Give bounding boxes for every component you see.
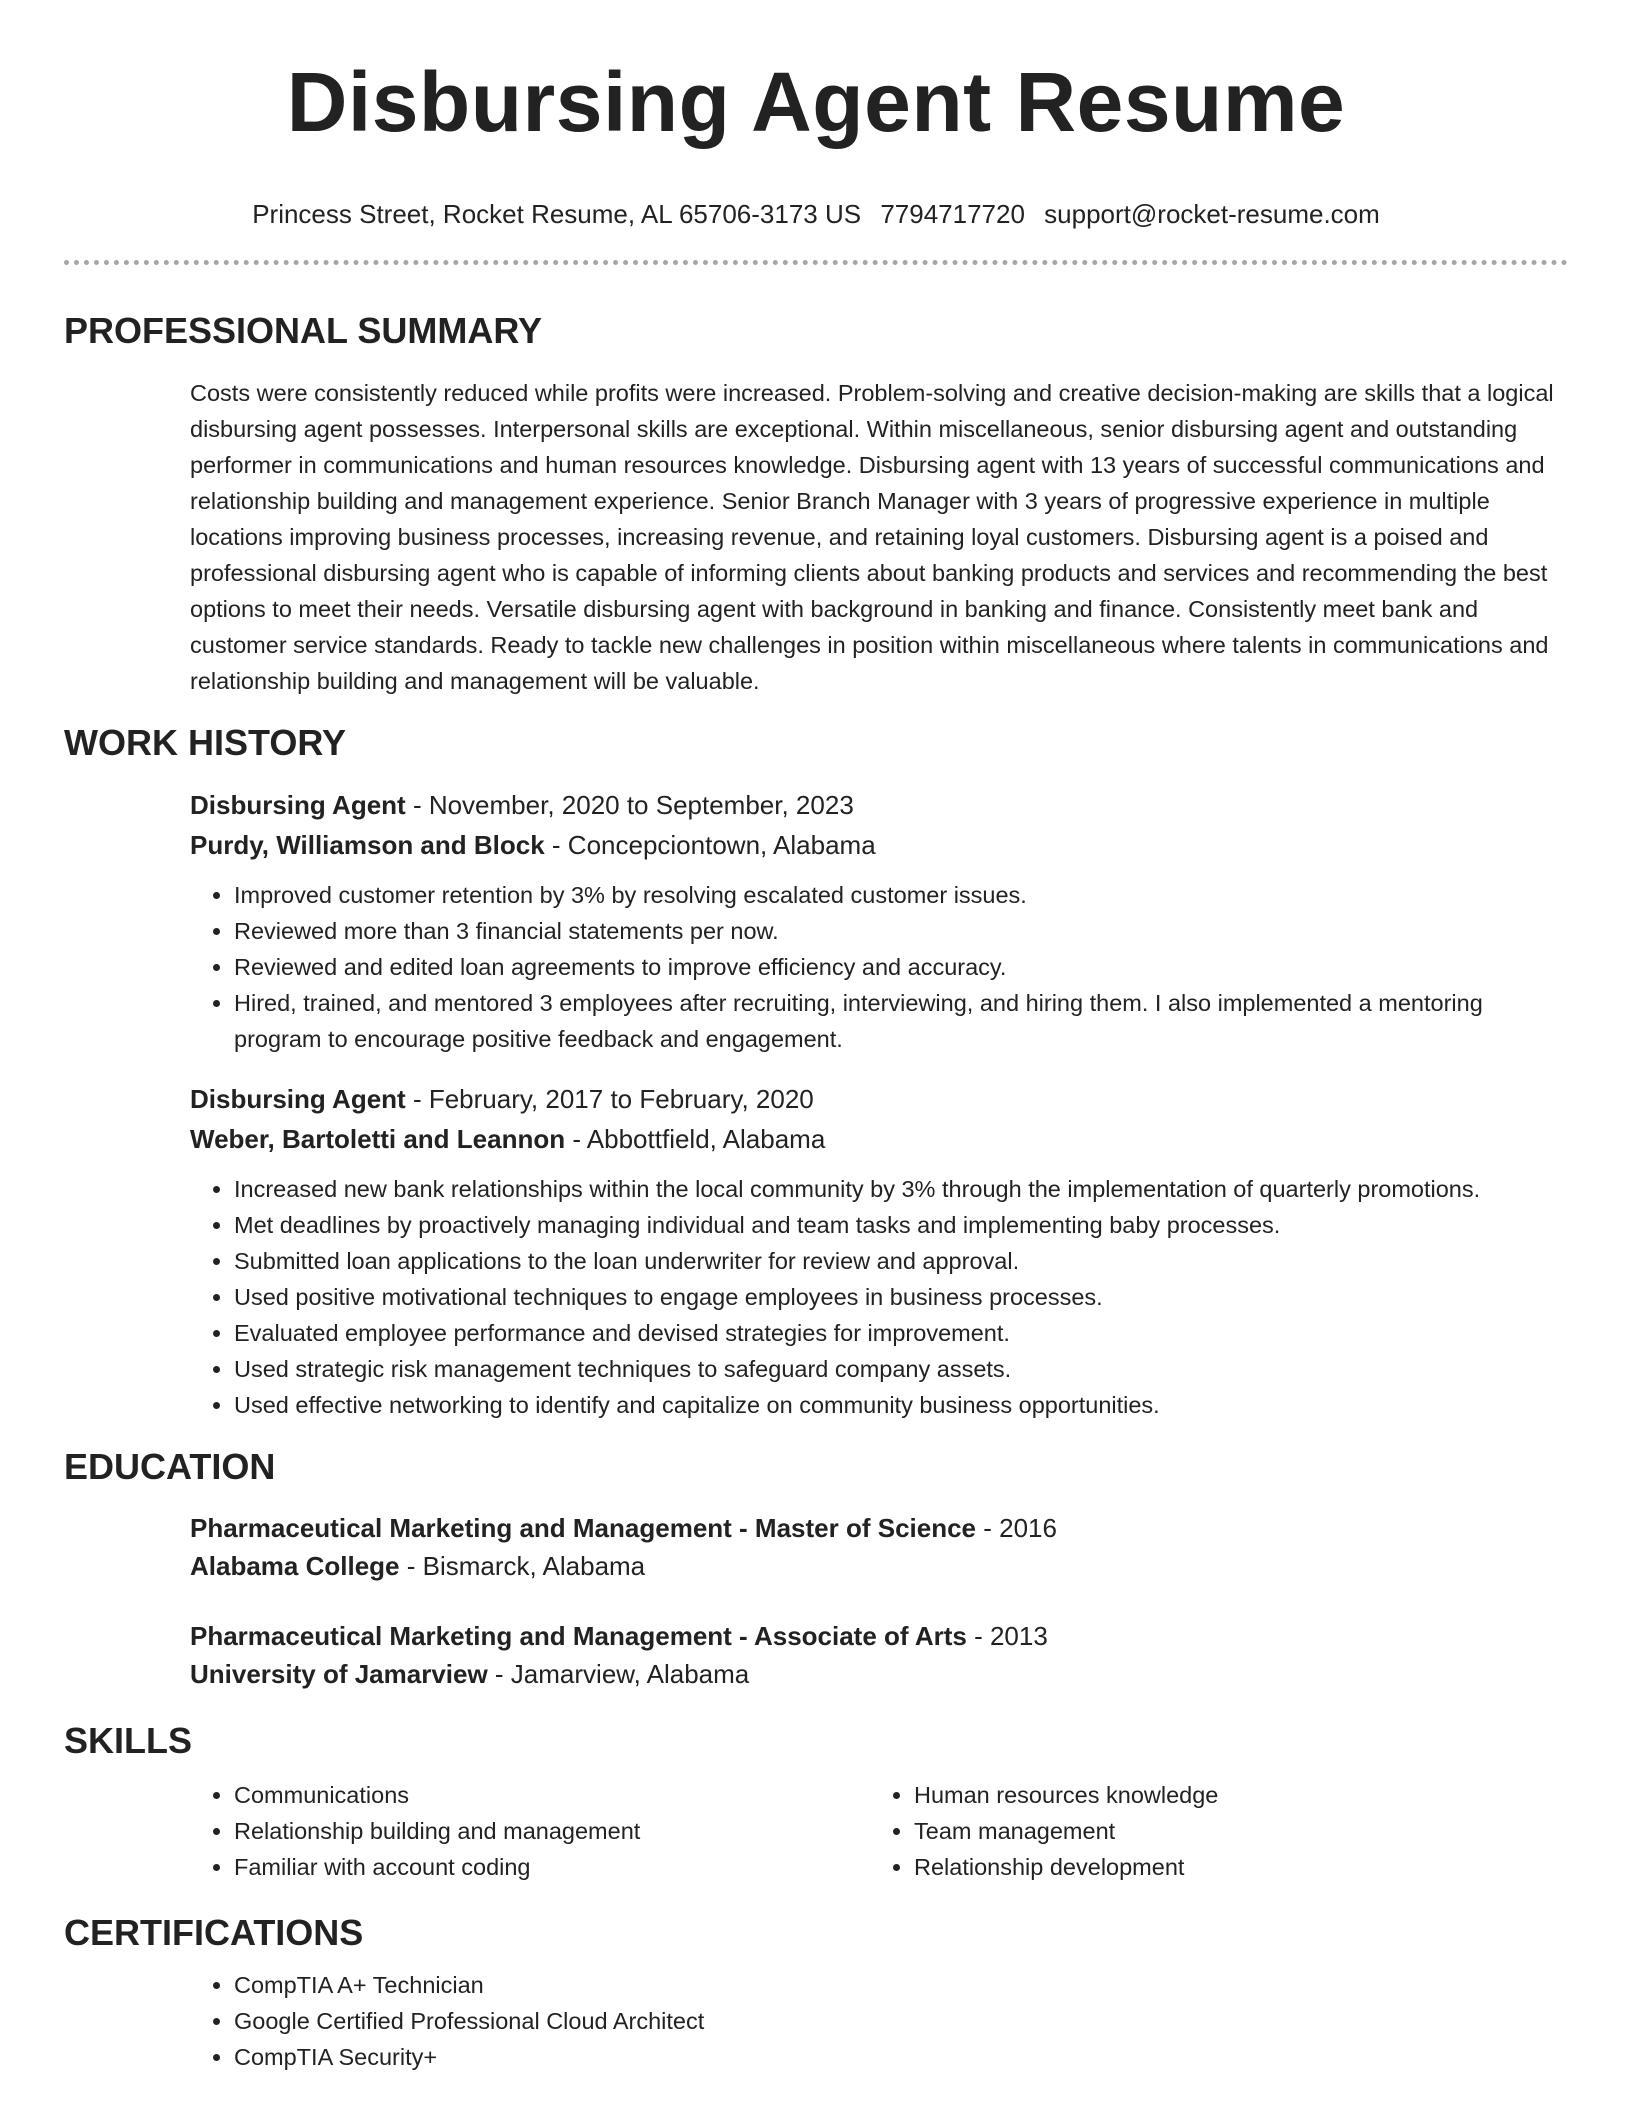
job-dates: - February, 2017 to February, 2020 bbox=[405, 1084, 814, 1114]
contact-email: support@rocket-resume.com bbox=[1044, 199, 1380, 229]
education-entry bbox=[190, 1509, 1568, 1585]
skills-grid bbox=[190, 1777, 1568, 1885]
section-title-work-history: WORK HISTORY bbox=[64, 722, 347, 763]
education-year: - 2016 bbox=[976, 1513, 1057, 1543]
skills-column-right bbox=[870, 1777, 1550, 1885]
education-school-line bbox=[190, 1655, 1568, 1693]
job-role: Disbursing Agent bbox=[190, 1084, 406, 1114]
education-location: - Bismarck, Alabama bbox=[399, 1551, 646, 1581]
job-bullets bbox=[190, 1171, 1568, 1423]
education-degree: Pharmaceutical Marketing and Management - Master of Science bbox=[190, 1513, 977, 1543]
job-role: Disbursing Agent bbox=[190, 790, 406, 820]
skill-item: • Communications bbox=[234, 1777, 870, 1813]
job-location: - Abbottfield, Alabama bbox=[565, 1124, 826, 1154]
job-entry bbox=[190, 785, 1568, 1057]
skills-list bbox=[190, 1777, 870, 1885]
skill-item: • Relationship building and management bbox=[234, 1813, 870, 1849]
education-school-line bbox=[190, 1547, 1568, 1585]
section-title-education: EDUCATION bbox=[64, 1446, 276, 1487]
skill-item: • Team management bbox=[914, 1813, 1550, 1849]
skill-item: • Relationship development bbox=[914, 1849, 1550, 1885]
contact-phone: 7794717720 bbox=[880, 199, 1025, 229]
skill-item: • Human resources knowledge bbox=[914, 1777, 1550, 1813]
contact-line bbox=[64, 198, 1568, 230]
job-bullet: • Used effective networking to identify and capitalize on community business opportunities. bbox=[234, 1387, 1568, 1423]
work-history bbox=[64, 785, 1568, 1423]
certification-item: • Google Certified Professional Cloud Architect bbox=[234, 2003, 1568, 2039]
education-location: - Jamarview, Alabama bbox=[487, 1659, 750, 1689]
job-dates: - November, 2020 to September, 2023 bbox=[405, 790, 854, 820]
section-title-summary: PROFESSIONAL SUMMARY bbox=[64, 310, 543, 351]
skills-column-left bbox=[190, 1777, 870, 1885]
job-role-line bbox=[190, 785, 1568, 825]
job-bullet: • Submitted loan applications to the loan underwriter for review and approval. bbox=[234, 1243, 1568, 1279]
job-bullet: • Hired, trained, and mentored 3 employees after recruiting, interviewing, and hiring them. I also implemented a mentoring program to encourage positive feedback and engagement. bbox=[234, 985, 1568, 1057]
education-school: Alabama College bbox=[190, 1551, 400, 1581]
job-company-line bbox=[190, 825, 1568, 865]
job-bullets bbox=[190, 877, 1568, 1057]
job-company-line bbox=[190, 1119, 1568, 1159]
job-company: Weber, Bartoletti and Leannon bbox=[190, 1124, 566, 1154]
certification-item: • CompTIA Security+ bbox=[234, 2039, 1568, 2075]
job-entry bbox=[190, 1079, 1568, 1423]
contact-address: Princess Street, Rocket Resume, AL 65706-3173 US bbox=[252, 199, 862, 229]
education-year: - 2013 bbox=[966, 1621, 1048, 1651]
certifications-list bbox=[190, 1967, 1568, 2075]
education-degree-line bbox=[190, 1617, 1568, 1655]
education-degree: Pharmaceutical Marketing and Management - Associate of Arts bbox=[190, 1621, 967, 1651]
job-company: Purdy, Williamson and Block bbox=[190, 830, 545, 860]
section-title-skills: SKILLS bbox=[64, 1720, 193, 1761]
resume-title: Disbursing Agent Resume bbox=[286, 55, 1346, 149]
job-bullet: • Reviewed and edited loan agreements to improve efficiency and accuracy. bbox=[234, 949, 1568, 985]
job-location: - Concepciontown, Alabama bbox=[544, 830, 876, 860]
education-entry bbox=[190, 1617, 1568, 1693]
header-divider bbox=[64, 260, 1568, 265]
job-bullet: • Reviewed more than 3 financial statements per now. bbox=[234, 913, 1568, 949]
skills-list bbox=[870, 1777, 1550, 1885]
job-bullet: • Improved customer retention by 3% by resolving escalated customer issues. bbox=[234, 877, 1568, 913]
education-degree-line bbox=[190, 1509, 1568, 1547]
job-bullet: • Met deadlines by proactively managing individual and team tasks and implementing baby processes. bbox=[234, 1207, 1568, 1243]
section-title-certifications: CERTIFICATIONS bbox=[64, 1912, 364, 1953]
job-bullet: • Increased new bank relationships within the local community by 3% through the implementation of quarterly promotions. bbox=[234, 1171, 1568, 1207]
job-bullet: • Used strategic risk management techniques to safeguard company assets. bbox=[234, 1351, 1568, 1387]
job-bullet: • Evaluated employee performance and devised strategies for improvement. bbox=[234, 1315, 1568, 1351]
job-role-line bbox=[190, 1079, 1568, 1119]
summary-text: Costs were consistently reduced while profits were increased. Problem-solving and creative decision-making are skills that a logical disbursing agent possesses. Interpersonal skills are exceptional. Within miscellaneous, senior disbursing agent and outstanding performer in communications and human resources knowledge. Disbursing agent with 13 years of successful communications and relationship building and management experience. Senior Branch Manager with 3 years of progressive experience in multiple locations improving business processes, increasing revenue, and retaining loyal customers. Disbursing agent is a poised and professional disbursing agent who is capable of informing clients about banking products and services and recommending the best options to meet their needs. Versatile disbursing agent with background in banking and finance. Consistently meet bank and customer service standards. Ready to tackle new challenges in position within miscellaneous where talents in communications and relationship building and management will be valuable. bbox=[190, 380, 1554, 694]
certification-item: • CompTIA A+ Technician bbox=[234, 1967, 1568, 2003]
job-bullet: • Used positive motivational techniques to engage employees in business processes. bbox=[234, 1279, 1568, 1315]
skill-item: • Familiar with account coding bbox=[234, 1849, 870, 1885]
education-school: University of Jamarview bbox=[190, 1659, 488, 1689]
education bbox=[64, 1509, 1568, 1693]
